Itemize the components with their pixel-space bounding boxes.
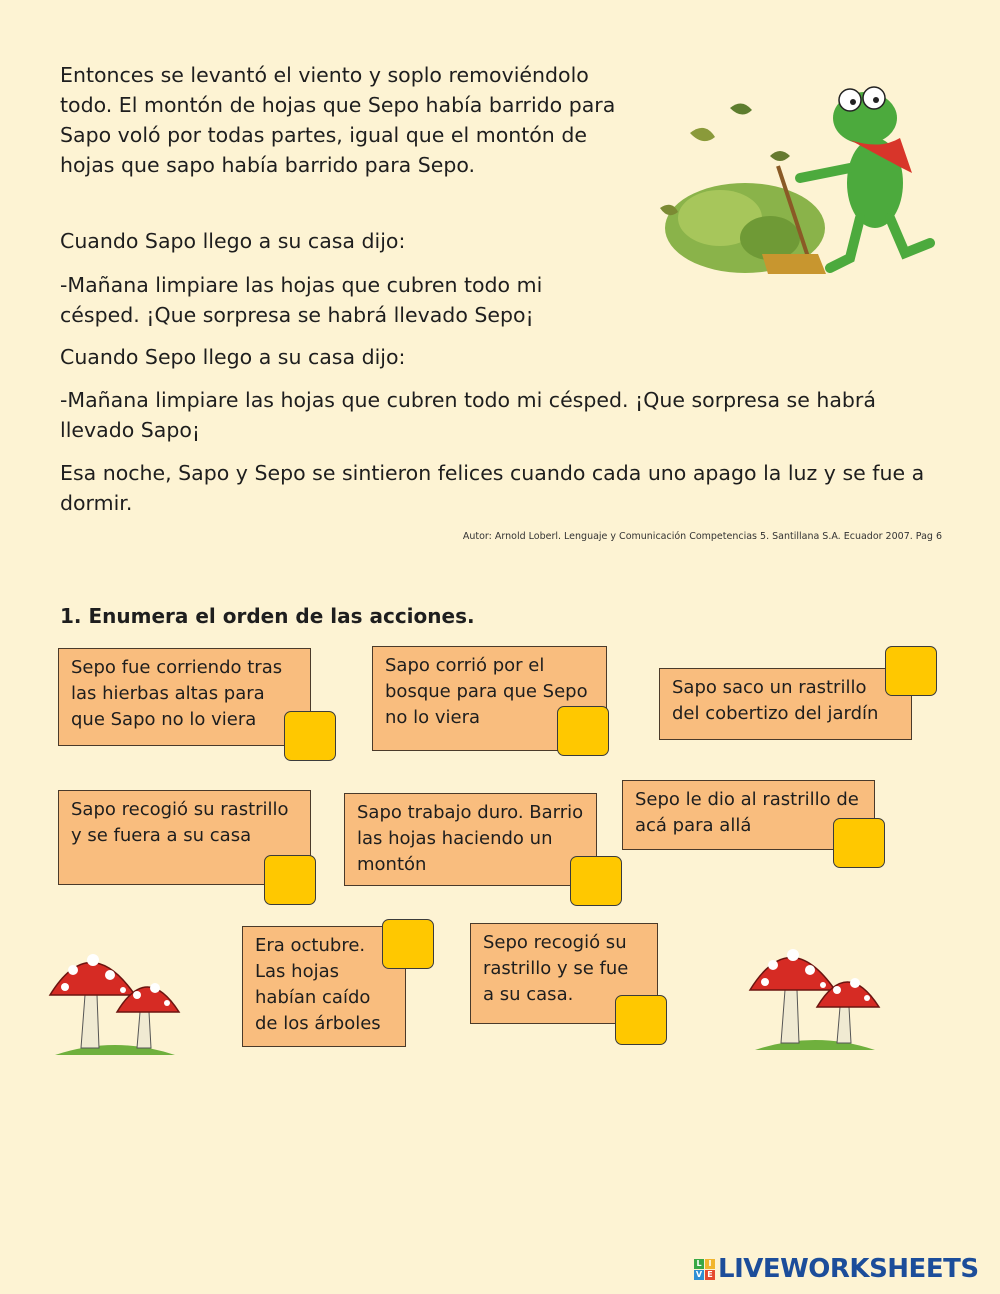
logo-mark-letter: V (695, 1269, 703, 1279)
answer-box-6[interactable] (833, 818, 885, 868)
action-card-2: Sapo corrió por el bosque para que Sepo no lo viera (372, 646, 607, 751)
answer-box-8[interactable] (615, 995, 667, 1045)
liveworksheets-logo[interactable] (694, 1254, 979, 1284)
action-card-4: Sapo recogió su rastrillo y se fuera a su casa (58, 790, 311, 885)
logo-mark-letter: L (694, 1259, 704, 1269)
mushrooms-illustration-right (745, 935, 885, 1053)
answer-box-3[interactable] (885, 646, 937, 696)
logo-mark-letter: I (705, 1259, 715, 1269)
answer-box-1[interactable] (284, 711, 336, 761)
frog-raking-leaves-illustration (650, 78, 945, 278)
answer-box-7[interactable] (382, 919, 434, 969)
action-card-7: Era octubre. Las hojas habían caído de los árboles (242, 926, 406, 1047)
mushrooms-illustration-left (45, 940, 185, 1058)
story-paragraph-4: Cuando Sepo llego a su casa dijo: (60, 345, 406, 369)
action-card-8: Sepo recogió su rastrillo y se fue a su casa. (470, 923, 658, 1024)
action-card-3: Sapo saco un rastrillo del cobertizo del jardín (659, 668, 912, 740)
story-paragraph-3: -Mañana limpiare las hojas que cubren todo mi césped. ¡Que sorpresa se habrá llevado Sepo¡ (60, 273, 543, 327)
story-paragraph-6: Esa noche, Sapo y Sepo se sintieron felices cuando cada uno apago la luz y se fue a dormir. (60, 461, 925, 515)
answer-box-2[interactable] (557, 706, 609, 756)
logo-text: LIVEWORKSHEETS (718, 1254, 979, 1284)
story-paragraph-5: -Mañana limpiare las hojas que cubren todo mi césped. ¡Que sorpresa se habrá llevado Sapo¡ (60, 388, 876, 442)
exercise-title: 1. Enumera el orden de las acciones. (60, 604, 475, 628)
liveworksheets-mark-icon (694, 1259, 715, 1280)
action-card-6: Sepo le dio al rastrillo de acá para allá (622, 780, 875, 850)
answer-box-4[interactable] (264, 855, 316, 905)
logo-mark-letter: E (705, 1270, 715, 1280)
action-card-5: Sapo trabajo duro. Barrio las hojas haciendo un montón (344, 793, 597, 886)
story-paragraph-1: Entonces se levantó el viento y soplo removiéndolo todo. El montón de hojas que Sepo había barrido para Sapo voló por todas partes, igual que el montón de hojas que sapo había barrido para Sepo. (60, 63, 616, 177)
author-credit: Autor: Arnold Loberl. Lenguaje y Comunicación Competencias 5. Santillana S.A. Ecuador 2007. Pag 6 (462, 531, 942, 542)
answer-box-5[interactable] (570, 856, 622, 906)
story-paragraph-2: Cuando Sapo llego a su casa dijo: (60, 229, 406, 253)
action-card-1: Sepo fue corriendo tras las hierbas altas para que Sapo no lo viera (58, 648, 311, 746)
